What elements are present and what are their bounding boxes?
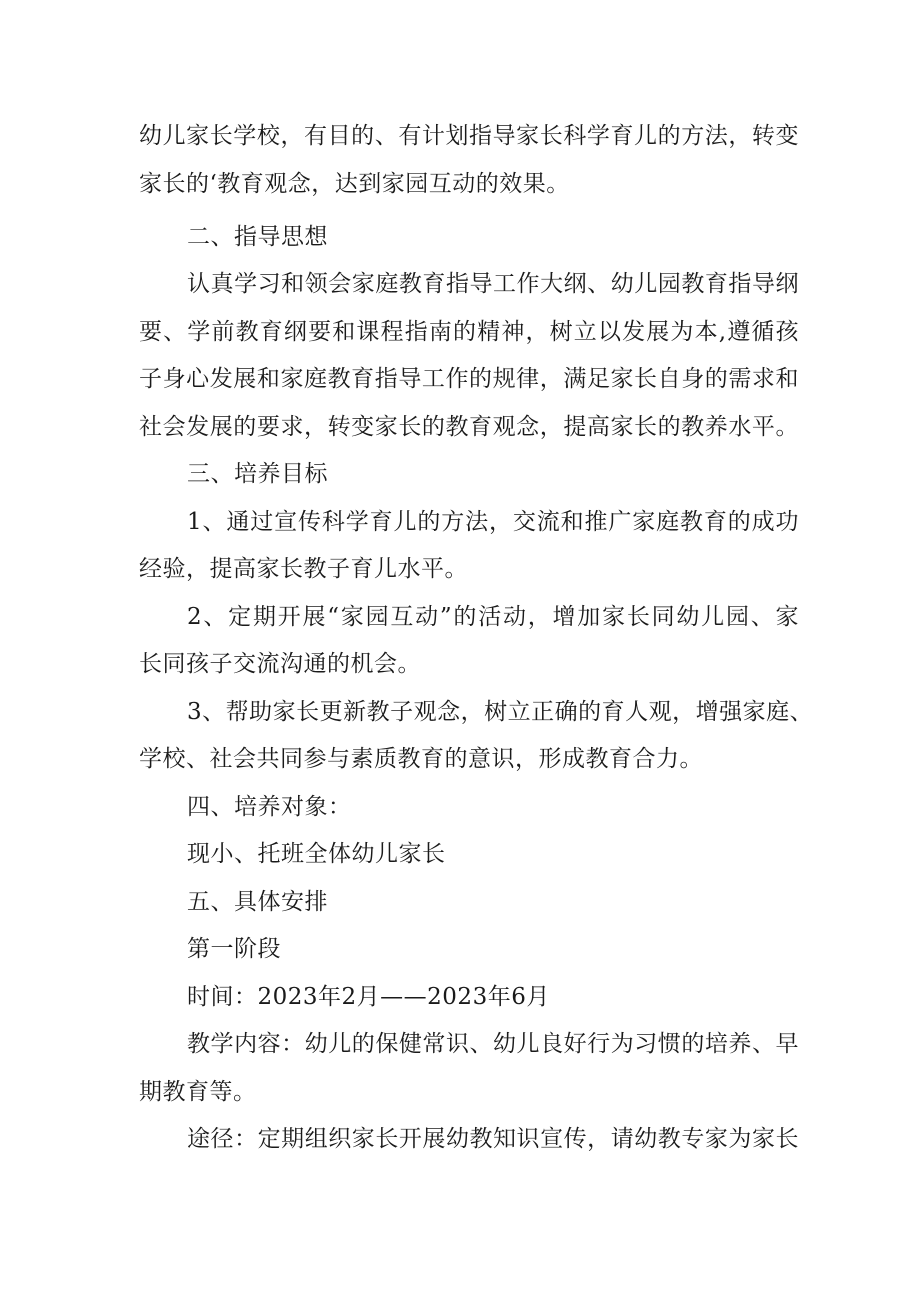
paragraph-line: 3、帮助家长更新教子观念，树立正确的育人观，增强家庭、 [187, 699, 814, 725]
paragraph-line: 时间：2023年2月——2023年6月 [187, 984, 550, 1010]
section-heading: 三、培养目标 [187, 461, 328, 487]
paragraph-line: 幼儿家长学校，有目的、有计划指导家长科学育儿的方法，转变 [139, 123, 799, 149]
paragraph-line: 子身心发展和家庭教育指导工作的规律，满足家长自身的需求和 [139, 366, 799, 392]
paragraph-line: 家长的‘教育观念，达到家园互动的效果。 [139, 171, 570, 197]
paragraph-line: 社会发展的要求，转变家长的教育观念，提高家长的教养水平。 [139, 414, 799, 440]
section-heading: 二、指导思想 [187, 224, 328, 250]
paragraph-line: 现小、托班全体幼儿家长 [187, 841, 446, 867]
paragraph-line: 长同孩子交流沟通的机会。 [139, 651, 421, 677]
paragraph-line: 经验，提高家长教子育儿水平。 [139, 556, 468, 582]
paragraph-line: 期教育等。 [139, 1079, 257, 1105]
paragraph-line: 学校、社会共同参与素质教育的意识，形成教育合力。 [139, 746, 703, 772]
section-heading: 四、培养对象： [187, 794, 352, 820]
paragraph-line: 认真学习和领会家庭教育指导工作大纲、幼儿园教育指导纲 [187, 271, 799, 297]
paragraph-line: 2、定期开展“家园互动”的活动，增加家长同幼儿园、家 [187, 604, 799, 630]
paragraph-line: 1、通过宣传科学育儿的方法，交流和推广家庭教育的成功 [187, 509, 799, 535]
subsection-heading: 第一阶段 [187, 936, 281, 962]
paragraph-line: 途径：定期组织家长开展幼教知识宣传，请幼教专家为家长 [187, 1126, 799, 1152]
section-heading: 五、具体安排 [187, 889, 328, 915]
paragraph-line: 教学内容：幼儿的保健常识、幼儿良好行为习惯的培养、早 [187, 1031, 799, 1057]
paragraph-line: 要、学前教育纲要和课程指南的精神，树立以发展为本,遵循孩 [139, 319, 799, 345]
